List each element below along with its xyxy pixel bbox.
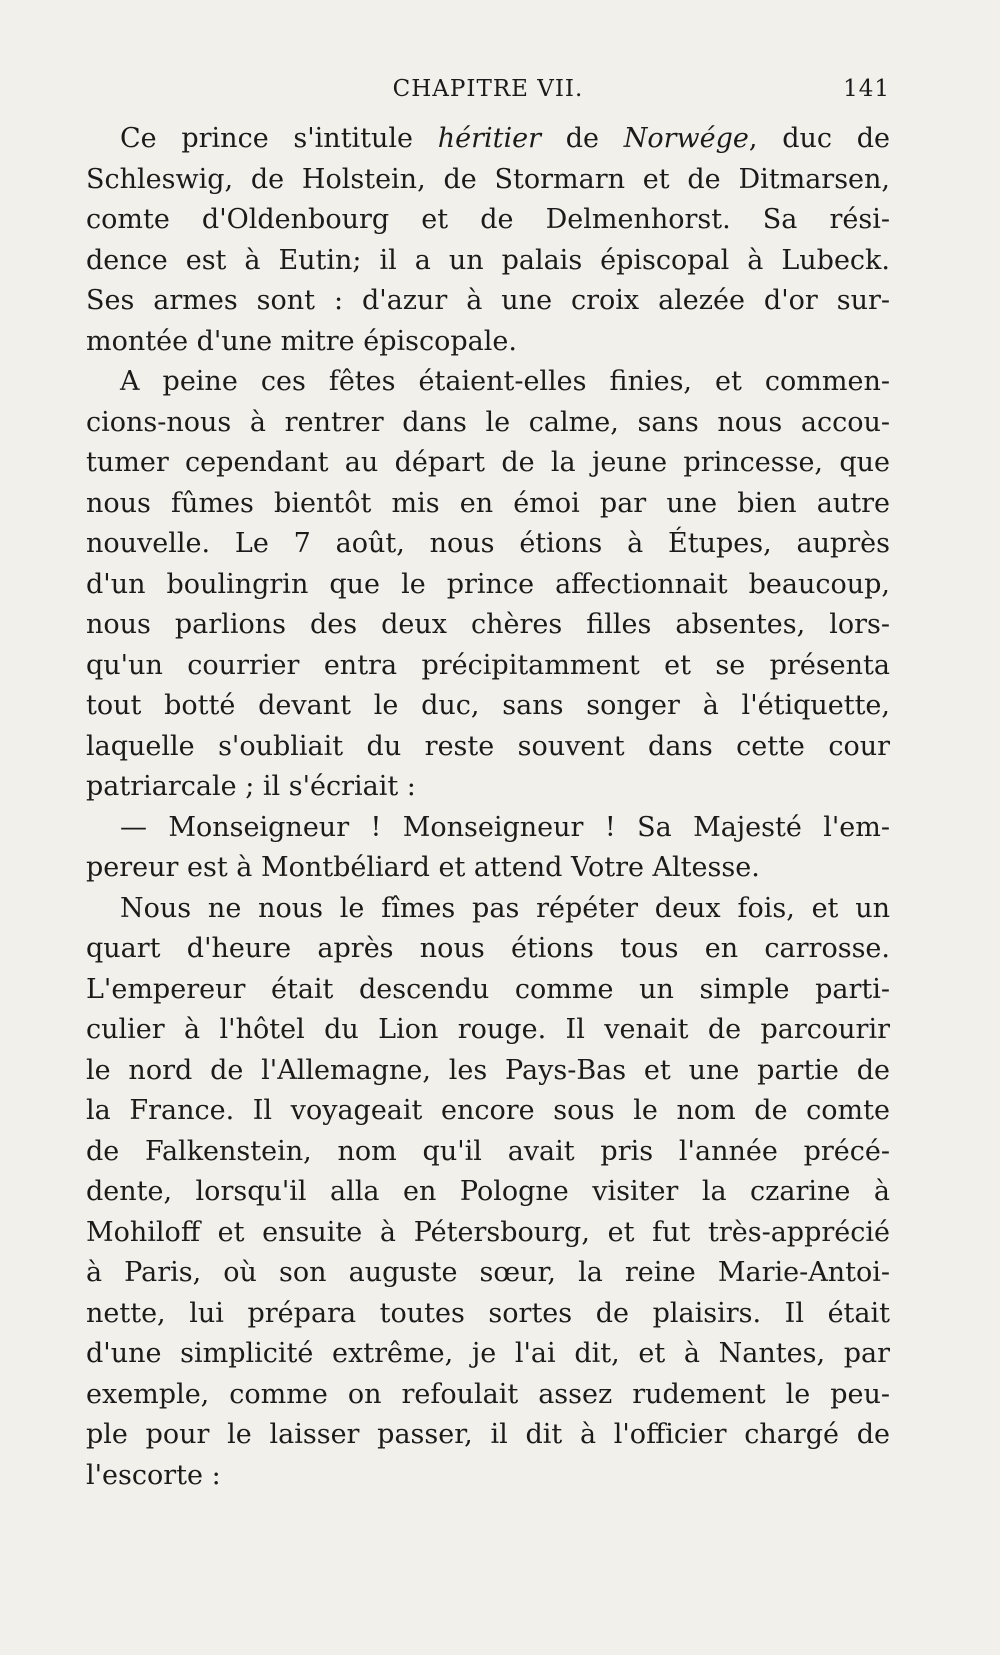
- text-line: A peine ces fêtes étaient-elles finies, et commen-: [120, 366, 890, 397]
- text-line: quart d'heure après nous étions tous en carrosse.: [86, 933, 890, 964]
- text-line: Schleswig, de Holstein, de Stormarn et de Ditmarsen,: [86, 163, 890, 195]
- text-line: patriarcale ; il s'écriait :: [86, 771, 416, 802]
- text-line: d'un boulingrin que le prince affectionnait beaucoup,: [86, 568, 890, 600]
- text-line: tout botté devant le duc, sans songer à l'étiquette,: [86, 690, 890, 721]
- text-line: le nord de l'Allemagne, les Pays-Bas et une partie de: [86, 1054, 890, 1086]
- text-line: à Paris, où son auguste sœur, la reine Marie-Antoi-: [86, 1257, 890, 1288]
- text-line: d'une simplicité extrême, je l'ai dit, et à Nantes, par: [86, 1338, 890, 1369]
- text-line: ple pour le laisser passer, il dit à l'officier chargé de: [86, 1419, 890, 1450]
- text-line: nous parlions des deux chères filles absentes, lors-: [86, 609, 890, 640]
- text-line: nouvelle. Le 7 août, nous étions à Étupes, auprès: [86, 528, 890, 559]
- text-line: cions-nous à rentrer dans le calme, sans nous accou-: [86, 406, 890, 438]
- text-line: — Monseigneur ! Monseigneur ! Sa Majesté l'em-: [120, 811, 890, 843]
- text-line: Ses armes sont : d'azur à une croix alezée d'or sur-: [86, 285, 890, 316]
- text-line: Nous ne nous le fîmes pas répéter deux fois, et un: [120, 892, 890, 924]
- text-line: pereur est à Montbéliard et attend Votre Altesse.: [86, 852, 760, 883]
- text-line: montée d'une mitre épiscopale.: [86, 325, 517, 357]
- text-line: de Falkenstein, nom qu'il avait pris l'année précé-: [86, 1135, 890, 1167]
- text-line: nous fûmes bientôt mis en émoi par une bien autre: [86, 487, 890, 519]
- body-text: [86, 119, 890, 1496]
- text-line: Ce prince s'intitule héritier de Norwége, duc de: [120, 123, 890, 154]
- text-line: nette, lui prépara toutes sortes de plaisirs. Il était: [86, 1297, 890, 1329]
- text-line: dente, lorsqu'il alla en Pologne visiter la czarine à: [86, 1176, 890, 1207]
- text-line: la France. Il voyageait encore sous le nom de comte: [86, 1095, 890, 1126]
- text-line: Mohiloff et ensuite à Pétersbourg, et fut très-apprécié: [86, 1216, 890, 1248]
- text-line: culier à l'hôtel du Lion rouge. Il venait de parcourir: [86, 1014, 890, 1045]
- text-line: laquelle s'oubliait du reste souvent dans cette cour: [86, 730, 890, 762]
- text-line: comte d'Oldenbourg et de Delmenhorst. Sa rési-: [86, 204, 890, 235]
- text-line: l'escorte :: [86, 1459, 221, 1491]
- page-number: 141: [843, 76, 890, 102]
- text-line: exemple, comme on refoulait assez rudement le peu-: [86, 1378, 890, 1410]
- running-head: [86, 76, 890, 110]
- text-line: dence est à Eutin; il a un palais épiscopal à Lubeck.: [86, 244, 890, 276]
- chapter-title: CHAPITRE VII.: [392, 76, 584, 102]
- text-line: tumer cependant au départ de la jeune princesse, que: [86, 447, 890, 478]
- text-line: L'empereur était descendu comme un simple parti-: [86, 973, 890, 1005]
- text-line: qu'un courrier entra précipitamment et se présenta: [86, 649, 890, 681]
